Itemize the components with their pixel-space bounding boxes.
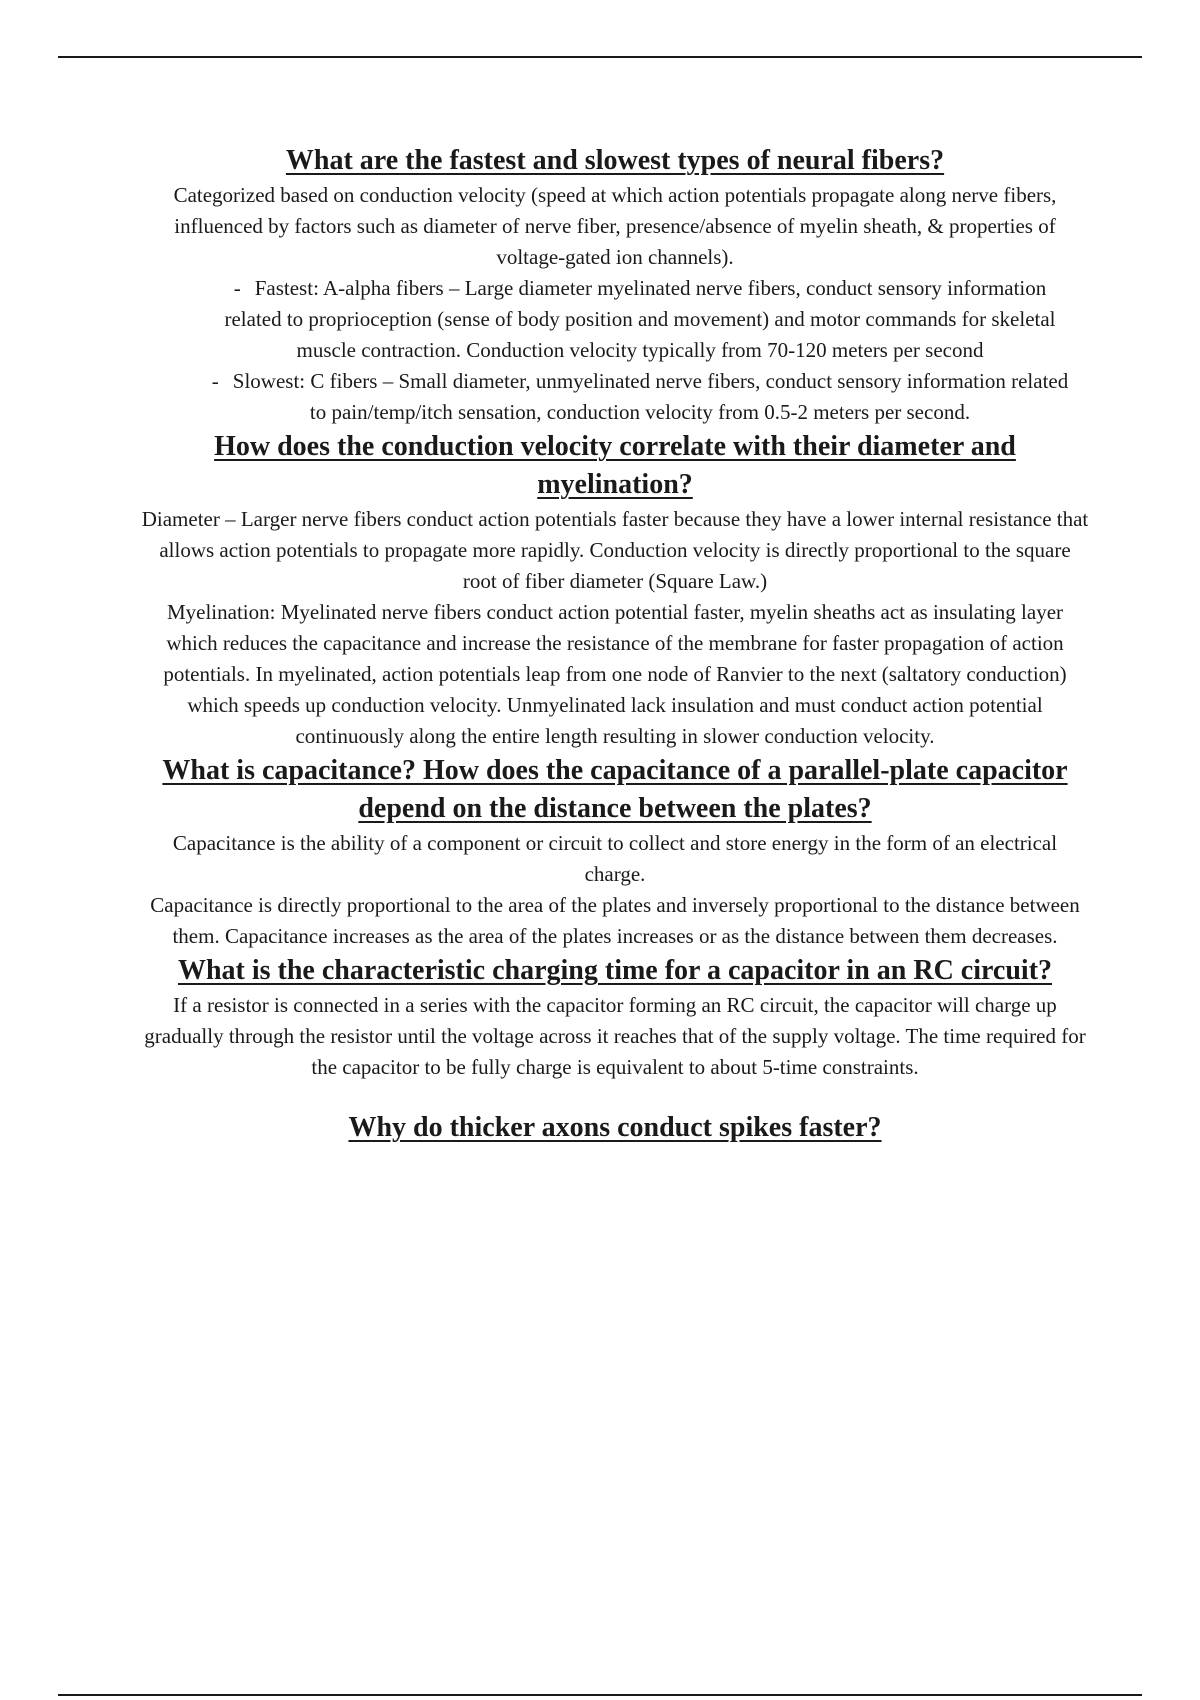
bottom-rule xyxy=(58,1694,1142,1696)
paragraph-capacitance-plates: Capacitance is directly proportional to the area of the plates and inversely proportional to the distance between them. Capacitance increases as the area of the plates increases or as the distance between them decreases. xyxy=(150,893,1080,948)
heading-fiber-types: What are the fastest and slowest types of neural fibers? xyxy=(285,145,945,176)
section-spacer xyxy=(140,1083,1090,1109)
list-item-slowest xyxy=(210,366,1090,428)
paragraph-diameter: Diameter – Larger nerve fibers conduct action potentials faster because they have a lower internal resistance that allows action potentials to propagate more rapidly. Conduction velocity is directly proportional to the square root of fiber diameter (Square Law.) xyxy=(141,507,1089,593)
top-rule xyxy=(58,56,1142,58)
heading-velocity-correlation: How does the conduction velocity correlate with their diameter and myelination? xyxy=(214,431,1016,500)
heading-thicker-axons: Why do thicker axons conduct spikes faster? xyxy=(348,1112,882,1143)
document-body xyxy=(140,142,1090,1147)
paragraph-rc-charging: If a resistor is connected in a series with the capacitor forming an RC circuit, the capacitor will charge up gradually through the resistor until the voltage across it reaches that of the supply voltage. The time required for the capacitor to be fully charge is equivalent to about 5-time constraints. xyxy=(144,993,1086,1079)
paragraph-capacitance-definition: Capacitance is the ability of a component or circuit to collect and store energy in the form of an electrical charge. xyxy=(172,831,1058,886)
paragraph-conduction-velocity: Categorized based on conduction velocity (speed at which action potentials propagate along nerve fibers, influenced by factors such as diameter of nerve fiber, presence/absence of myelin sheath, & properties of voltage-gated ion channels). xyxy=(173,183,1057,269)
list-item-fastest xyxy=(210,273,1090,366)
list-item-text: Slowest: C fibers – Small diameter, unmyelinated nerve fibers, conduct sensory information related to pain/temp/itch sensation, conduction velocity from 0.5-2 meters per second. xyxy=(232,369,1069,424)
list-item-text: Fastest: A-alpha fibers – Large diameter myelinated nerve fibers, conduct sensory information related to proprioception (sense of body position and movement) and motor commands for skeletal muscle contraction. Conduction velocity typically from 70-120 meters per second xyxy=(224,276,1056,362)
bullet-dash: - xyxy=(233,276,241,300)
paragraph-myelination: Myelination: Myelinated nerve fibers conduct action potential faster, myelin sheaths act as insulating layer which reduces the capacitance and increase the resistance of the membrane for faster propagation of action potentials. In myelinated, action potentials leap from one node of Ranvier to the next (saltatory conduction) which speeds up conduction velocity. Unmyelinated lack insulation and must conduct action potential continuously along the entire length resulting in slower conduction velocity. xyxy=(163,600,1067,748)
heading-capacitance: What is capacitance? How does the capacitance of a parallel-plate capacitor depend on the distance between the plates? xyxy=(162,755,1068,824)
bullet-dash: - xyxy=(211,369,219,393)
heading-rc-charging: What is the characteristic charging time for a capacitor in an RC circuit? xyxy=(177,955,1053,986)
fiber-list xyxy=(140,273,1090,428)
